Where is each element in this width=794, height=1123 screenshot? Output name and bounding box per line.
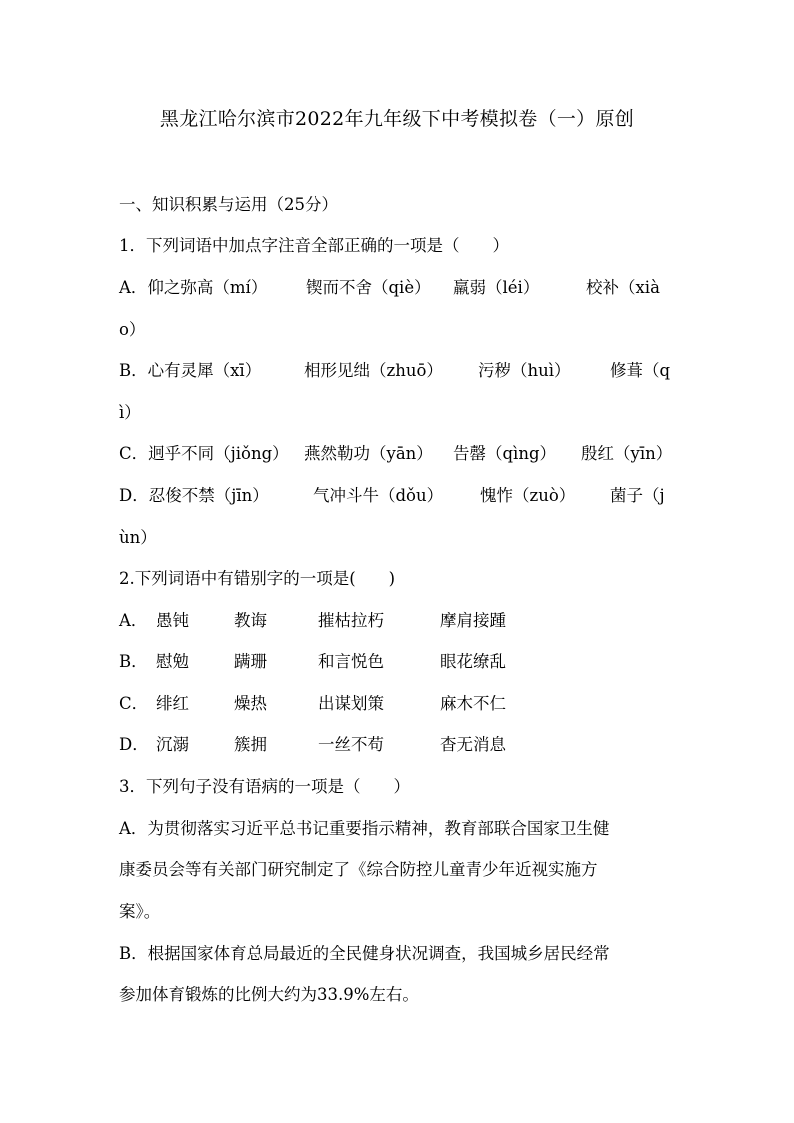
section-heading: 一、知识积累与运用（25分） <box>119 195 338 214</box>
question-1-option-c: C．迥乎不同（jiǒng） 燕然勒功（yān） 告罄（qìng） 殷红（yīn） <box>119 444 673 463</box>
question-1-stem: 1．下列词语中加点字注音全部正确的一项是（ ） <box>119 236 509 255</box>
question-2-stem: 2.下列词语中有错别字的一项是( ) <box>119 569 396 588</box>
question-2-option-d: D． 沉溺 簇拥 一丝不苟 杳无消息 <box>119 735 506 754</box>
question-2-option-b: B． 慰勉 蹒珊 和言悦色 眼花缭乱 <box>119 652 506 671</box>
question-1-option-d-cont: ùn） <box>119 528 157 547</box>
question-1-option-b: B．心有灵犀（xī） 相形见绌（zhuō） 污秽（huì） 修葺（q <box>119 361 671 380</box>
question-3-stem: 3．下列句子没有语病的一项是（ ） <box>119 777 410 796</box>
question-3-option-b-line-2: 参加体育锻炼的比例大约为33.9%左右。 <box>119 985 419 1004</box>
question-3-option-a-line-1: A．为贯彻落实习近平总书记重要指示精神，教育部联合国家卫生健 <box>119 819 610 838</box>
question-2-option-a: A． 愚钝 教诲 摧枯拉朽 摩肩接踵 <box>119 611 506 630</box>
question-1-option-a: A．仰之弥高（mí） 锲而不舍（qiè） 羸弱（léi） 校补（xià <box>119 278 660 297</box>
question-2-option-c: C． 绯红 燥热 出谋划策 麻木不仁 <box>119 694 506 713</box>
question-3-option-b-line-1: B．根据国家体育总局最近的全民健身状况调查，我国城乡居民经常 <box>119 944 610 963</box>
question-3-option-a-line-2: 康委员会等有关部门研究制定了《综合防控儿童青少年近视实施方 <box>119 860 598 879</box>
page-title: 黑龙江哈尔滨市2022年九年级下中考模拟卷（一）原创 <box>159 108 635 130</box>
question-1-option-a-cont: o） <box>119 320 146 339</box>
question-3-option-a-line-3: 案》。 <box>119 902 161 921</box>
question-1-option-b-cont: ì） <box>119 403 141 422</box>
question-1-option-d: D．忍俊不禁（jīn） 气冲斗牛（dǒu） 愧怍（zuò） 菌子（j <box>119 486 665 505</box>
